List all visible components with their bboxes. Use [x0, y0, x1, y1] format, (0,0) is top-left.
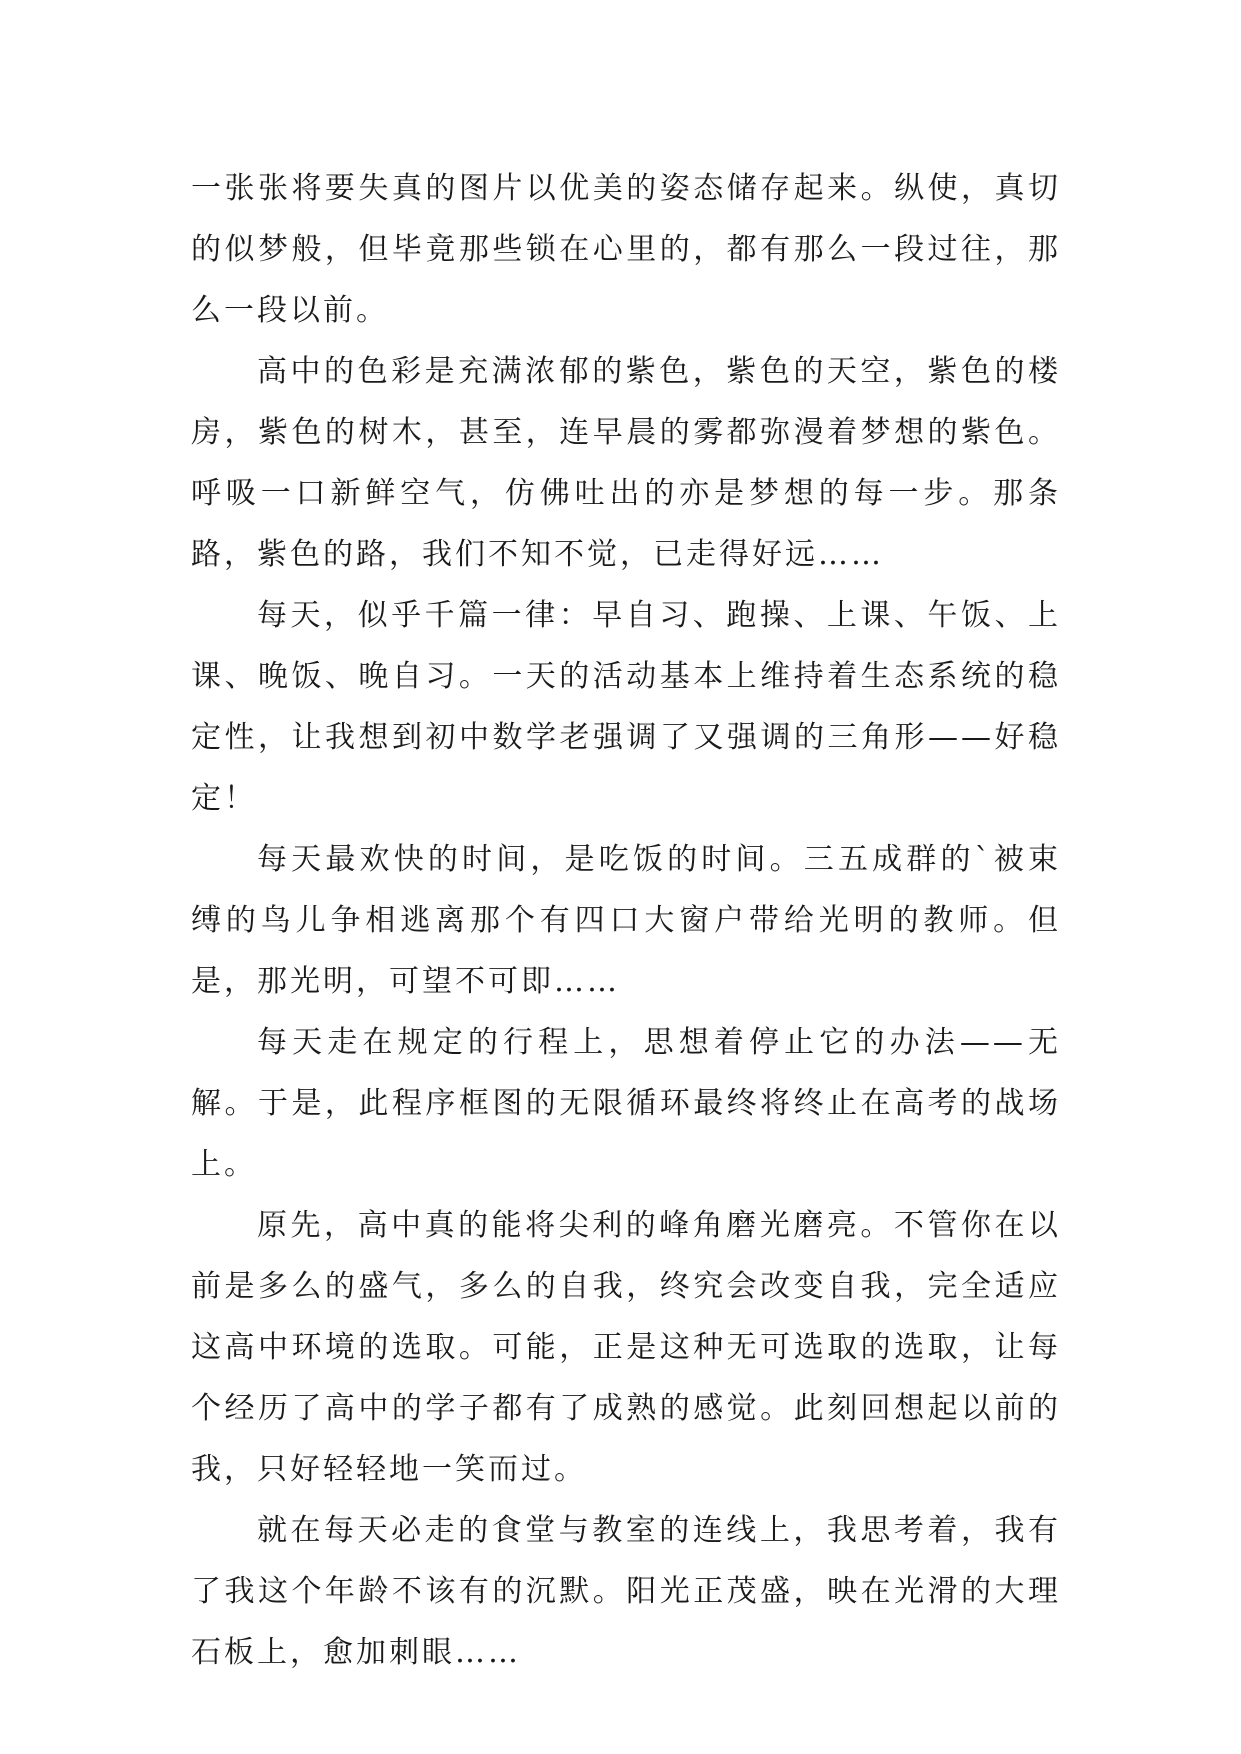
paragraph-6: 原先，高中真的能将尖利的峰角磨光磨亮。不管你在以前是多么的盛气，多么的自我，终究会改变自我，完全适应这高中环境的选取。可能，正是这种无可选取的选取，让每个经历了高中的学子都有了成熟的感觉。此刻回想起以前的我，只好轻轻地一笑而过。 — [191, 1208, 1061, 1487]
paragraph-7: 就在每天必走的食堂与教室的连线上，我思考着，我有了我这个年龄不该有的沉默。阳光正茂盛，映在光滑的大理石板上，愈加刺眼…… — [191, 1513, 1061, 1670]
paragraph-4: 每天最欢快的时间，是吃饭的时间。三五成群的`被束缚的鸟儿争相逃离那个有四口大窗户带给光明的教师。但是，那光明，可望不可即…… — [191, 842, 1061, 999]
document-body — [191, 158, 1061, 1683]
paragraph-1: 一张张将要失真的图片以优美的姿态储存起来。纵使，真切的似梦般，但毕竟那些锁在心里的，都有那么一段过往，那么一段以前。 — [191, 171, 1061, 328]
paragraph-2: 高中的色彩是充满浓郁的紫色，紫色的天空，紫色的楼房，紫色的树木，甚至，连早晨的雾都弥漫着梦想的紫色。呼吸一口新鲜空气，仿佛吐出的亦是梦想的每一步。那条路，紫色的路，我们不知不觉，已走得好远…… — [191, 354, 1061, 572]
paragraph-3: 每天，似乎千篇一律：早自习、跑操、上课、午饭、上课、晚饭、晚自习。一天的活动基本上维持着生态系统的稳定性，让我想到初中数学老强调了又强调的三角形——好稳定！ — [191, 598, 1061, 816]
paragraph-5: 每天走在规定的行程上，思想着停止它的办法——无解。于是，此程序框图的无限循环最终将终止在高考的战场上。 — [191, 1025, 1061, 1182]
